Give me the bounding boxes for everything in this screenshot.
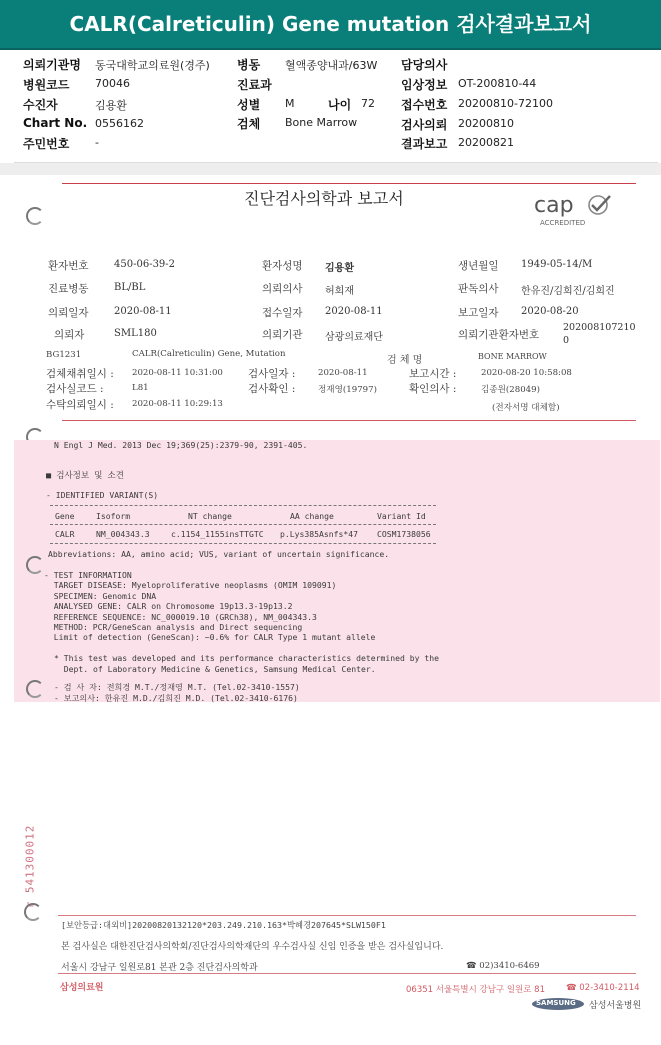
cap-check-icon xyxy=(586,193,612,215)
footer-red-line xyxy=(58,973,636,974)
label-hospital-code: 병원코드 xyxy=(23,78,70,92)
label-specimen: 검체 xyxy=(237,117,261,131)
cap-logo-text: cap xyxy=(534,193,574,218)
table-header-gene: Gene xyxy=(55,511,75,521)
label-confirm-doctor: 확인의사 : xyxy=(409,383,457,395)
value-birth-date: 1949-05-14/M xyxy=(521,259,593,270)
value-receipt-date: 2020-08-11 xyxy=(325,306,383,317)
identified-variants-heading: - IDENTIFIED VARIANT(S) xyxy=(46,490,159,500)
value-requesting-org: 삼광의료재단 xyxy=(325,332,383,343)
label-clinic-ward: 진료병동 xyxy=(48,283,89,295)
label-report-date: 보고일자 xyxy=(458,307,499,319)
label-requesting-doctor: 의뢰의사 xyxy=(262,283,303,295)
value-requesting-institution: 동국대학교의료원(경주) xyxy=(95,59,210,72)
label-department: 진료과 xyxy=(237,78,272,92)
test-info-line: TARGET DISEASE: Myeloproliferative neoplasms (OMIM 109091) xyxy=(44,580,337,591)
lab-address: 서울시 강남구 일원로81 본관 2층 진단검사의학과 xyxy=(61,963,258,973)
punch-hole-icon xyxy=(26,556,44,574)
cell-aa-change: p.Lys385Asnfs*47 xyxy=(280,529,358,539)
label-result-report: 결과보고 xyxy=(401,137,448,151)
table-header-aa-change: AA change xyxy=(290,511,334,521)
label-ward: 병동 xyxy=(237,58,261,72)
value-test-date: 2020-08-11 xyxy=(318,368,368,378)
bottom-red-line xyxy=(58,915,636,916)
test-info-line: REFERENCE SEQUENCE: NC_000019.10 (GRCh38), NM_004343.3 xyxy=(44,611,317,622)
label-patient-name: 환자성명 xyxy=(262,260,303,272)
label-lab-code: 검사실코드 : xyxy=(46,383,104,395)
value-clinic-ward: BL/BL xyxy=(114,282,146,293)
security-line: [보안등급:대외비]20200820132120*203.249.210.163*박혜경207645*SLW150F1 xyxy=(61,920,386,930)
label-test-date: 검사일자 : xyxy=(248,368,296,380)
test-info-line: ANALYSED GENE: CALR on Chromosome 19p13.3-19p13.2 xyxy=(44,601,293,612)
label-reading-doctor: 판독의사 xyxy=(458,283,499,295)
test-info-line: Limit of detection (GeneScan): ~0.6% for CALR Type 1 mutant allele xyxy=(44,632,376,643)
punch-hole-icon xyxy=(26,680,44,698)
label-birth-date: 생년월일 xyxy=(458,260,499,272)
staff-info xyxy=(54,682,300,703)
specimen-name-value: BONE MARROW xyxy=(478,352,547,361)
label-sex: 성별 xyxy=(237,98,261,112)
value-patient: 김용환 xyxy=(95,99,127,112)
label-receipt-date: 접수일자 xyxy=(262,307,303,319)
punch-hole-icon xyxy=(24,903,42,921)
value-org-patient-no-cont: 0 xyxy=(563,335,570,346)
reference-citation: N Engl J Med. 2013 Dec 19;369(25):2379-90, 2391-405. xyxy=(54,440,308,450)
top-red-line xyxy=(62,183,636,184)
label-patient-id: 환자번호 xyxy=(48,260,89,272)
label-report-time: 보고시간 : xyxy=(409,368,457,380)
test-information-block xyxy=(44,570,375,643)
report-title: CALR(Calreticulin) Gene mutation 검사결과보고서 xyxy=(69,12,592,36)
test-name: CALR(Calreticulin) Gene, Mutation xyxy=(132,349,286,359)
table-header-nt-change: NT change xyxy=(188,511,232,521)
value-requesting-doctor: 허희재 xyxy=(325,286,354,297)
label-org-patient-no: 의뢰기관환자번호 xyxy=(458,329,540,341)
label-patient: 수진자 xyxy=(23,98,58,112)
separator-band xyxy=(0,163,661,175)
value-report-time: 2020-08-20 10:58:08 xyxy=(481,368,572,378)
test-info-line: - TEST INFORMATION xyxy=(44,570,132,580)
label-requester: 의뢰자 xyxy=(54,329,85,341)
value-clinical-info: OT-200810-44 xyxy=(458,77,537,90)
label-request-date: 의뢰일자 xyxy=(48,307,89,319)
table-header-border xyxy=(50,524,436,525)
value-collection-time: 2020-08-11 10:31:00 xyxy=(132,368,223,378)
developed-note-line: Dept. of Laboratory Medicine & Genetics, Samsung Medical Center. xyxy=(54,663,376,674)
label-age: 나이 xyxy=(328,98,352,112)
table-header-variant-id: Variant Id xyxy=(377,511,426,521)
label-accession-no: 접수번호 xyxy=(401,98,448,112)
value-patient-id: 450-06-39-2 xyxy=(114,259,176,270)
samsung-logo-text: SAMSUNG xyxy=(536,999,576,1007)
value-lab-code: L81 xyxy=(132,383,149,393)
value-patient-name: 김용환 xyxy=(325,263,354,274)
table-row xyxy=(50,528,436,542)
section-title: ■ 검사정보 및 소견 xyxy=(46,471,124,481)
value-ward: 혈액종양내과/63W xyxy=(285,59,378,72)
label-resident-no: 주민번호 xyxy=(23,137,70,151)
value-chart-no: 0556162 xyxy=(95,117,144,130)
label-consign-time: 수탁의뢰일시 : xyxy=(46,399,114,411)
value-result-report: 20200821 xyxy=(458,136,514,149)
table-top-border xyxy=(50,505,436,506)
value-test-confirm: 정재영(19797) xyxy=(318,385,377,395)
cap-accredited-logo xyxy=(532,193,622,233)
cell-isoform: NM_004343.3 xyxy=(96,529,150,539)
test-info-line: SPECIMEN: Genomic DNA xyxy=(44,590,157,601)
value-age: 72 xyxy=(361,97,375,110)
footer-phone: ☎ 02-3410-2114 xyxy=(566,983,640,993)
value-confirm-doctor: 김종원(28049) xyxy=(481,385,540,395)
label-test-confirm: 검사확인 : xyxy=(248,383,296,395)
label-collection-time: 검체채취일시 : xyxy=(46,368,114,380)
value-requester: SML180 xyxy=(114,328,157,339)
tester-line: - 검 사 자: 전희경 M.T./정재영 M.T. (Tel.02-3410-1557) xyxy=(54,682,300,692)
cap-accredited-text: ACCREDITED xyxy=(540,219,586,227)
cell-nt-change: c.1154_1155insTTGTC xyxy=(171,529,264,539)
value-request-date: 2020-08-11 xyxy=(114,306,172,317)
value-consign-time: 2020-08-11 10:29:13 xyxy=(132,399,223,409)
value-sex: M xyxy=(285,97,295,110)
electronic-signature-note: (전자서명 대체함) xyxy=(492,403,560,413)
value-resident-no: - xyxy=(95,136,99,149)
value-test-request: 20200810 xyxy=(458,117,514,130)
footer-address: 06351 서울특별시 강남구 일원로 81 xyxy=(406,985,545,995)
samsung-logo-icon xyxy=(532,998,584,1010)
lab-phone: ☎ 02)3410-6469 xyxy=(466,961,540,971)
test-code: BG1231 xyxy=(46,350,82,360)
developed-note-line: * This test was developed and its performance characteristics determined by the xyxy=(54,653,439,663)
samsung-hospital-name: 삼성서울병원 xyxy=(589,1001,642,1011)
certification-line: 본 검사실은 대한진단검사의학회/진단검사의학재단의 우수검사실 신임 인증을 받은 검사실입니다. xyxy=(61,942,444,952)
label-requesting-institution: 의뢰기관명 xyxy=(23,58,81,72)
value-reading-doctor: 한유진/김희진/김희진 xyxy=(521,286,615,297)
developed-note xyxy=(54,653,439,674)
cell-variant-id: COSM1738056 xyxy=(377,529,431,539)
value-report-date: 2020-08-20 xyxy=(521,306,579,317)
test-info-line: METHOD: PCR/GeneScan analysis and Direct sequencing xyxy=(44,622,303,633)
middle-red-line xyxy=(62,420,636,421)
report-page-title: 진단검사의학과 보고서 xyxy=(244,189,404,208)
reporting-doctor-line: - 보고의사: 한유진 M.D./김희진 M.D. (Tel.02-3410-6176) xyxy=(54,692,298,703)
label-clinical-info: 임상정보 xyxy=(401,78,448,92)
label-attending-doctor: 담당의사 xyxy=(401,58,448,72)
table-header-isoform: Isoform xyxy=(96,511,131,521)
value-specimen: Bone Marrow xyxy=(285,116,358,129)
vertical-serial-text: r 541300012 xyxy=(23,824,37,909)
value-hospital-code: 70046 xyxy=(95,77,130,90)
footer-medical-center: 삼성의료원 xyxy=(60,983,104,993)
label-test-request: 검사의뢰 xyxy=(401,118,448,132)
value-accession-no: 20200810-72100 xyxy=(458,97,553,110)
label-requesting-org: 의뢰기관 xyxy=(262,329,303,341)
specimen-name-label: 검 체 명 xyxy=(387,355,423,366)
abbreviations: Abbreviations: AA, amino acid; VUS, variant of uncertain significance. xyxy=(48,549,390,559)
table-bottom-border xyxy=(50,543,436,544)
cell-gene: CALR xyxy=(55,529,75,539)
label-chart-no: Chart No. xyxy=(23,116,88,130)
punch-hole-icon xyxy=(26,207,44,225)
value-org-patient-no: 202008107210 xyxy=(563,322,636,333)
